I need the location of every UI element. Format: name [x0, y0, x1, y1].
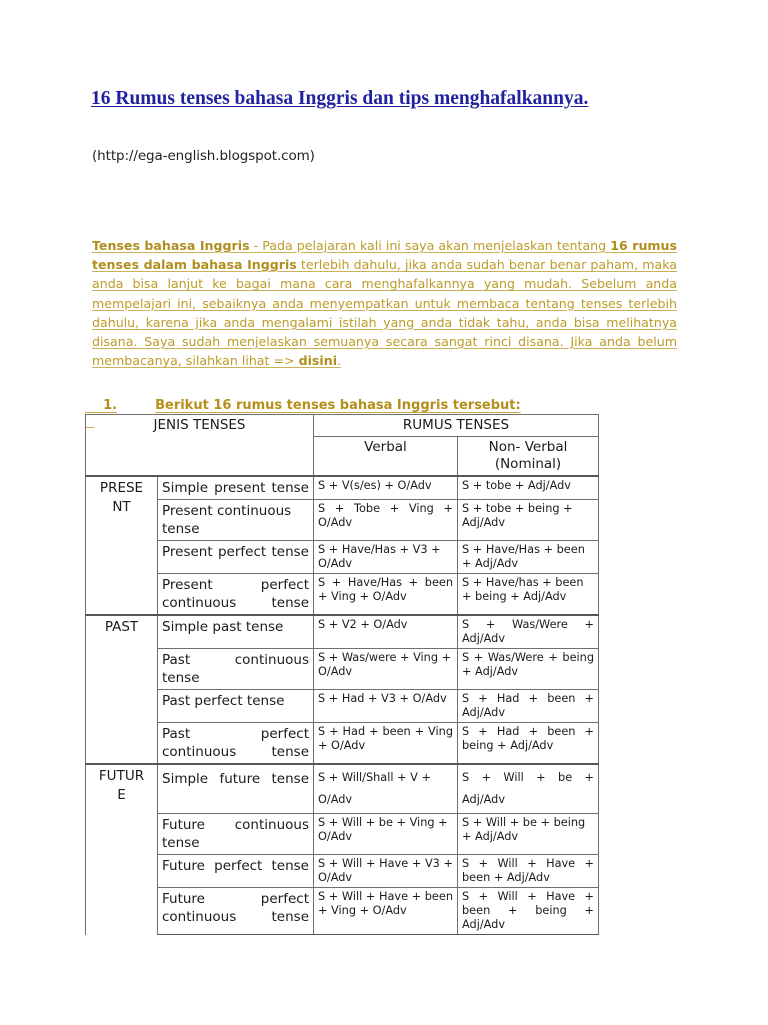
table-row: [86, 541, 599, 574]
group-label-present-line2: NT: [112, 499, 131, 515]
table-row: [86, 764, 599, 814]
formula-nonverbal: S + tobe + Adj/Adv: [458, 476, 599, 500]
table-header-row-1: [86, 415, 599, 437]
group-label-future: [86, 764, 158, 935]
formula-nonverbal: S + Had + been + Adj/Adv: [458, 690, 599, 723]
page-title: 16 Rumus tenses bahasa Inggris dan tips menghafalkannya.: [91, 88, 589, 109]
intro-bold-phrase: 16 rumus tenses dalam bahasa Inggris: [92, 238, 678, 273]
table-row: [86, 574, 599, 616]
group-label-future-line2: E: [117, 787, 126, 803]
formula-nonverbal: S + Will + Have + been + being + Adj/Adv: [458, 888, 599, 936]
tense-name: Past perfect tense: [158, 690, 314, 723]
intro-disini-link[interactable]: disini: [298, 353, 338, 369]
table-row: [86, 814, 599, 855]
formula-nonverbal: S + Had + been + being + Adj/Adv: [458, 723, 599, 765]
tense-name: Future continuous tense: [158, 814, 314, 855]
formula-nonverbal: S + Was/Were + being + Adj/Adv: [458, 649, 599, 690]
table-row: [86, 615, 599, 649]
tense-name: Simple past tense: [158, 615, 314, 649]
header-non-verbal-line1: Non- Verbal: [488, 439, 568, 455]
formula-verbal: S + Will + be + Ving + O/Adv: [314, 814, 458, 855]
formula-nonverbal: S + Have/Has + been + Adj/Adv: [458, 541, 599, 574]
header-jenis-tenses: JENIS TENSES: [86, 415, 314, 477]
intro-lead-bold: Tenses bahasa Inggris: [92, 238, 250, 253]
tenses-table: [85, 414, 599, 971]
formula-nonverbal: S + Have/has + been + being + Adj/Adv: [458, 574, 599, 616]
tense-name: Simple present tense: [158, 476, 314, 500]
tense-name: Present continuous tense: [158, 500, 314, 541]
table-row: [86, 500, 599, 541]
table-row: [86, 649, 599, 690]
table-row: [86, 723, 599, 765]
section-number: 1.: [103, 398, 118, 413]
header-non-verbal-line2: (Nominal): [494, 456, 562, 472]
intro-period: .: [337, 353, 342, 369]
formula-verbal: S + Have/Has + V3 + O/Adv: [314, 541, 458, 574]
intro-body-text: terlebih dahulu, jika anda sudah benar benar paham, maka anda bisa lanjut ke bagai mana cara menghafalkannya yang mudah. Sebelum anda mempelajari ini, sebaiknya anda menyempatkan untuk membaca tentang tenses terlebih dahulu, karena jika anda mengalami istilah yang anda tidak tahu, anda bisa melihatnya disana. Saya sudah menjelaskan semuanya secara sangat rinci disana. Jika anda belum membacanya, silahkan lihat =>: [92, 257, 677, 369]
formula-verbal: S + Had + V3 + O/Adv: [314, 690, 458, 723]
formula-nonverbal: S + tobe + being + Adj/Adv: [458, 500, 599, 541]
tense-name: Simple future tense: [158, 764, 314, 814]
group-label-present-line1: PRESE: [99, 480, 144, 496]
section-heading-text: Berikut 16 rumus tenses bahasa Inggris tersebut:: [155, 398, 521, 413]
formula-verbal: S + V(s/es) + O/Adv: [314, 476, 458, 500]
table-row: [86, 888, 599, 936]
group-label-present: [86, 476, 158, 615]
tense-name: Future perfect continuous tense: [158, 888, 314, 936]
tense-name: Present perfect tense: [158, 541, 314, 574]
formula-nonverbal: S + Will + be + being + Adj/Adv: [458, 814, 599, 855]
intro-paragraph: [92, 236, 677, 370]
tense-name: Future perfect tense: [158, 855, 314, 888]
page-bottom-cutoff: [0, 935, 768, 1025]
table-row: [86, 690, 599, 723]
formula-verbal: S + Have/Has + been + Ving + O/Adv: [314, 574, 458, 616]
header-rumus-tenses: RUMUS TENSES: [314, 415, 599, 437]
header-non-verbal: [458, 437, 599, 477]
formula-verbal: S + Tobe + Ving + O/Adv: [314, 500, 458, 541]
formula-verbal: S + V2 + O/Adv: [314, 615, 458, 649]
formula-verbal: S + Will + Have + V3 + O/Adv: [314, 855, 458, 888]
tense-name: Past perfect continuous tense: [158, 723, 314, 765]
formula-nonverbal: S + Will + be + Adj/Adv: [458, 764, 599, 814]
source-url: (http://ega-english.blogspot.com): [92, 148, 315, 164]
formula-verbal: S + Was/were + Ving + O/Adv: [314, 649, 458, 690]
intro-dash-text: - Pada pelajaran kali ini saya akan menjelaskan tentang: [249, 238, 611, 253]
tense-name: Past continuous tense: [158, 649, 314, 690]
table-row: [86, 855, 599, 888]
formula-verbal: S + Had + been + Ving + O/Adv: [314, 723, 458, 765]
formula-verbal: S + Will + Have + been + Ving + O/Adv: [314, 888, 458, 936]
formula-nonverbal: S + Will + Have + been + Adj/Adv: [458, 855, 599, 888]
group-label-past-line1: PAST: [104, 619, 139, 635]
formula-verbal: S + Will/Shall + V + O/Adv: [314, 764, 458, 814]
group-label-past: [86, 615, 158, 764]
formula-nonverbal: S + Was/Were + Adj/Adv: [458, 615, 599, 649]
table-row: [86, 476, 599, 500]
group-label-future-line1: FUTUR: [98, 768, 145, 784]
tense-name: Present perfect continuous tense: [158, 574, 314, 616]
header-verbal: Verbal: [314, 437, 458, 477]
